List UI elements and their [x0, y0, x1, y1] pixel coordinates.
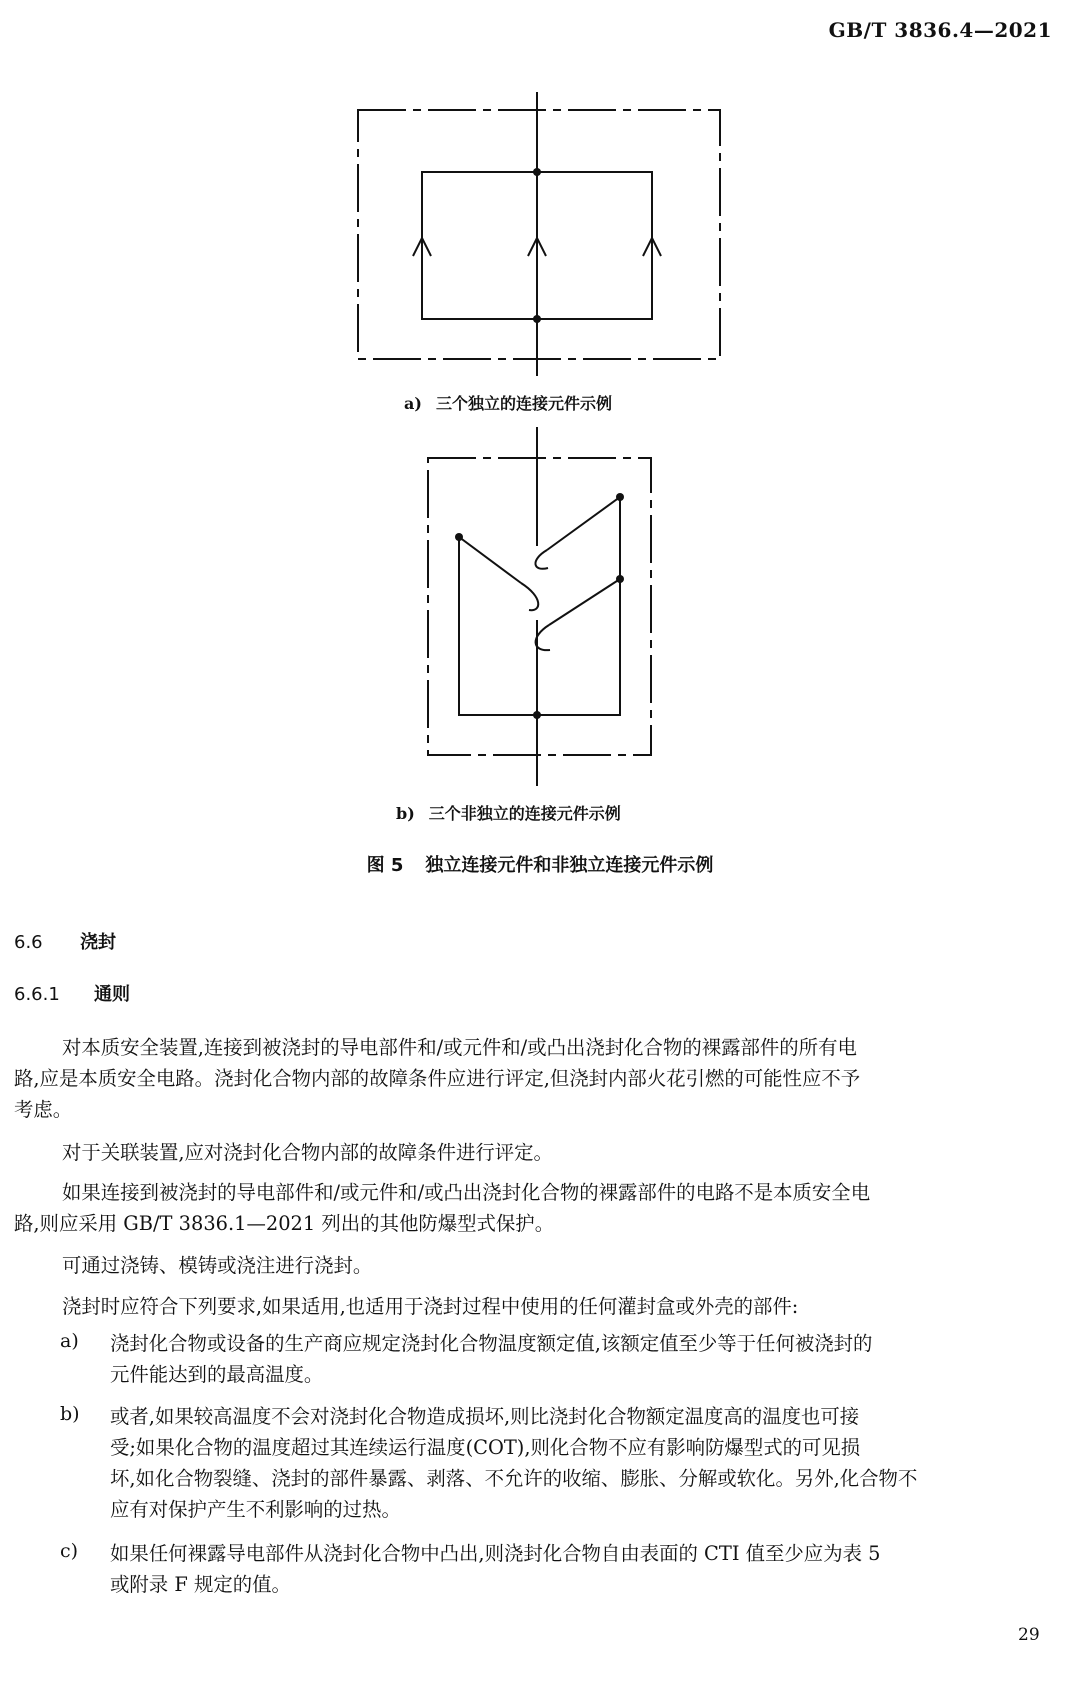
- figure-5a-text: 三个独立的连接元件示例: [435, 394, 612, 413]
- figure-number: 图 5: [366, 855, 404, 876]
- list-item-line: 受;如果化合物的温度超过其连续运行温度(COT),则化合物不应有影响防爆型式的可见损: [110, 1436, 861, 1459]
- figure-5a-caption: [404, 391, 612, 414]
- middle-link-b: [549, 579, 620, 625]
- section-heading: [14, 928, 116, 954]
- paragraph-line: 如果连接到被浇封的导电部件和/或元件和/或凸出浇封化合物的裸露部件的电路不是本质安全电: [62, 1181, 871, 1204]
- figure-5b-caption: [396, 801, 621, 824]
- junction-dot: [455, 533, 463, 541]
- junction-dot: [533, 315, 541, 323]
- section-title: 浇封: [80, 932, 116, 953]
- paragraph: 对于关联装置,应对浇封化合物内部的故障条件进行评定。: [62, 1141, 553, 1164]
- hook-top-icon: [535, 550, 548, 569]
- page-number: 29: [1018, 1625, 1040, 1645]
- frame-left-b: [459, 537, 537, 715]
- junction-dot: [616, 493, 624, 501]
- figure-5-title: [0, 851, 1080, 877]
- list-item-label: c): [60, 1540, 79, 1562]
- paragraph-line: 路,则应采用 GB/T 3836.1—2021 列出的其他防爆型式保护。: [14, 1212, 555, 1235]
- subsection-number: 6.6.1: [14, 984, 60, 1005]
- section-number: 6.6: [14, 932, 43, 953]
- list-item-line: 元件能达到的最高温度。: [110, 1363, 324, 1386]
- list-item-label: a): [60, 1330, 79, 1352]
- paragraph: 浇封时应符合下列要求,如果适用,也适用于浇封过程中使用的任何灌封盒或外壳的部件:: [62, 1295, 799, 1318]
- paragraph-line: 对本质安全装置,连接到被浇封的导电部件和/或元件和/或凸出浇封化合物的裸露部件的所有电: [62, 1036, 857, 1059]
- paragraph-line: 考虑。: [14, 1098, 73, 1121]
- junction-dot: [533, 168, 541, 176]
- enclosure-b: [428, 458, 651, 755]
- list-item-line: 应有对保护产生不利影响的过热。: [110, 1498, 401, 1521]
- list-item-line: 坏,如化合物裂缝、浇封的部件暴露、剥落、不允许的收缩、膨胀、分解或软化。另外,化合物不: [110, 1467, 918, 1490]
- paragraph: 可通过浇铸、模铸或浇注进行浇封。: [62, 1254, 373, 1277]
- list-item-line: 浇封化合物或设备的生产商应规定浇封化合物温度额定值,该额定值至少等于任何被浇封的: [110, 1332, 873, 1355]
- figure-title-text: 独立连接元件和非独立连接元件示例: [425, 855, 714, 876]
- figure-5a-label: a): [404, 394, 422, 413]
- list-item-label: b): [60, 1403, 80, 1425]
- junction-dot: [533, 711, 541, 719]
- subsection-title: 通则: [94, 984, 130, 1005]
- figure-5b-text: 三个非独立的连接元件示例: [428, 804, 621, 823]
- figure-5b-label: b): [396, 804, 415, 823]
- list-item-line: 或者,如果较高温度不会对浇封化合物造成损坏,则比浇封化合物额定温度高的温度也可接: [110, 1405, 860, 1428]
- list-item-line: 或附录 F 规定的值。: [110, 1573, 291, 1596]
- hook-left-icon: [521, 583, 538, 610]
- paragraph-line: 路,应是本质安全电路。浇封化合物内部的故障条件应进行评定,但浇封内部火花引燃的可能性应不予: [14, 1067, 861, 1090]
- list-item-line: 如果任何裸露导电部件从浇封化合物中凸出,则浇封化合物自由表面的 CTI 值至少应为表 5: [110, 1542, 881, 1565]
- subsection-heading: [14, 980, 130, 1006]
- junction-dot: [616, 575, 624, 583]
- standard-code: GB/T 3836.4—2021: [828, 18, 1052, 42]
